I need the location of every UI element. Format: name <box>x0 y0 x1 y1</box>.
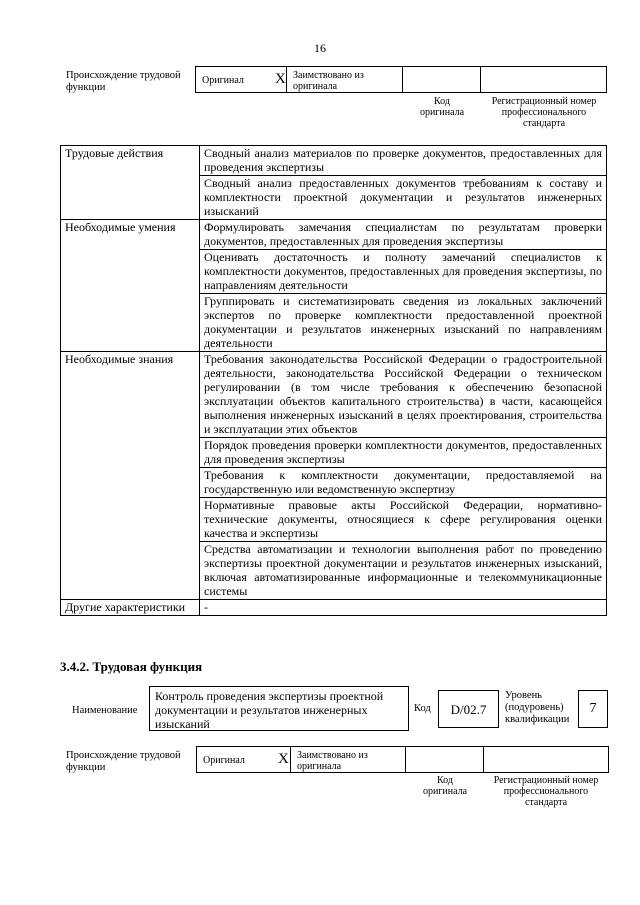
other-characteristics-item: - <box>200 600 607 616</box>
section-title: 3.4.2. Трудовая функция <box>60 659 203 674</box>
row-label-required-skills: Необходимые умения <box>61 220 200 352</box>
code-original-caption: Код оригинала <box>422 775 468 797</box>
original-mark: X <box>275 71 286 87</box>
code-label: Код <box>414 703 431 714</box>
function-name: Контроль проведения экспертизы проектной документации и результатов инженерных изысканий <box>155 689 384 731</box>
knowledge-item: Требования законодательства Российской Федерации о градостроительной деятельности, законодательства Российской Федерации о техническом регулировании (в том числе требования к обеспечению безопасной эксплуатации объектов капитального строительства) в части, касающейся выполнения инженерных изысканий в целях проектирования, строительства и эксплуатации этих объектов <box>200 352 607 438</box>
knowledge-item: Нормативные правовые акты Российской Федерации, нормативно-технические документы, относящиеся к сфере регулирования оценки качества и экспертизы <box>200 498 607 542</box>
code-original-cell <box>402 66 481 93</box>
row-label-other-characteristics: Другие характеристики <box>61 600 200 616</box>
knowledge-item: Средства автоматизации и технологии выполнения работ по проведению экспертизы проектной документации и результатов инженерных изысканий, включая автоматизированные информационные и телекоммуникационные системы <box>200 542 607 600</box>
reg-number-cell <box>480 66 607 93</box>
skill-item: Формулировать замечания специалистам по результатам проверки документов, предоставленных для проведения экспертизы <box>200 220 607 250</box>
original-label: Оригинал <box>203 755 245 766</box>
skill-item: Группировать и систематизировать сведения из локальных заключений экспертов по проверке комплектности предоставленной проектной документации и результатов инженерных изысканий по направлениям деятельности <box>200 294 607 352</box>
knowledge-item: Порядок проведения проверки комплектности документов, предоставленных для проведения экспертизы <box>200 438 607 468</box>
code-original-caption: Код оригинала <box>419 96 465 118</box>
original-cell <box>195 66 287 93</box>
origin-label: Происхождение трудовой функции <box>66 70 181 93</box>
labor-action-item: Сводный анализ предоставленных документов требованиям к составу и комплектности проектной документации и результатов инженерных изысканий <box>200 176 607 220</box>
row-label-labor-actions: Трудовые действия <box>61 146 200 220</box>
reg-number-caption: Регистрационный номер профессионального стандарта <box>493 775 599 808</box>
name-label: Наименование <box>72 705 138 716</box>
code-original-cell <box>405 746 484 773</box>
reg-number-caption: Регистрационный номер профессионального стандарта <box>491 96 597 129</box>
skill-item: Оценивать достаточность и полноту замечаний специалистов к комплектности документов, предоставленных для проведения экспертизы, по направлениям деятельности <box>200 250 607 294</box>
code-value: D/02.7 <box>450 702 487 717</box>
borrowed-cell <box>286 66 403 93</box>
function-name-cell <box>149 686 409 731</box>
borrowed-label: Заимствовано из оригинала <box>293 70 364 92</box>
original-label: Оригинал <box>202 75 244 86</box>
code-cell <box>438 690 499 728</box>
page-number: 16 <box>314 41 326 55</box>
row-label-required-knowledge: Необходимые знания <box>61 352 200 600</box>
labor-function-table <box>60 145 607 616</box>
level-cell <box>578 690 608 728</box>
original-mark: X <box>278 751 289 767</box>
knowledge-item: Требования к комплектности документации, предоставляемой на государственную или ведомственную экспертизу <box>200 468 607 498</box>
level-value: 7 <box>589 701 597 716</box>
borrowed-label: Заимствовано из оригинала <box>297 750 368 772</box>
origin-label: Происхождение трудовой функции <box>66 750 181 773</box>
borrowed-cell <box>290 746 406 773</box>
level-label: Уровень (подуровень) квалификации <box>505 690 570 725</box>
labor-action-item: Сводный анализ материалов по проверке документов, предоставленных для проведения экспертизы <box>200 146 607 176</box>
reg-number-cell <box>483 746 609 773</box>
original-cell <box>196 746 291 773</box>
